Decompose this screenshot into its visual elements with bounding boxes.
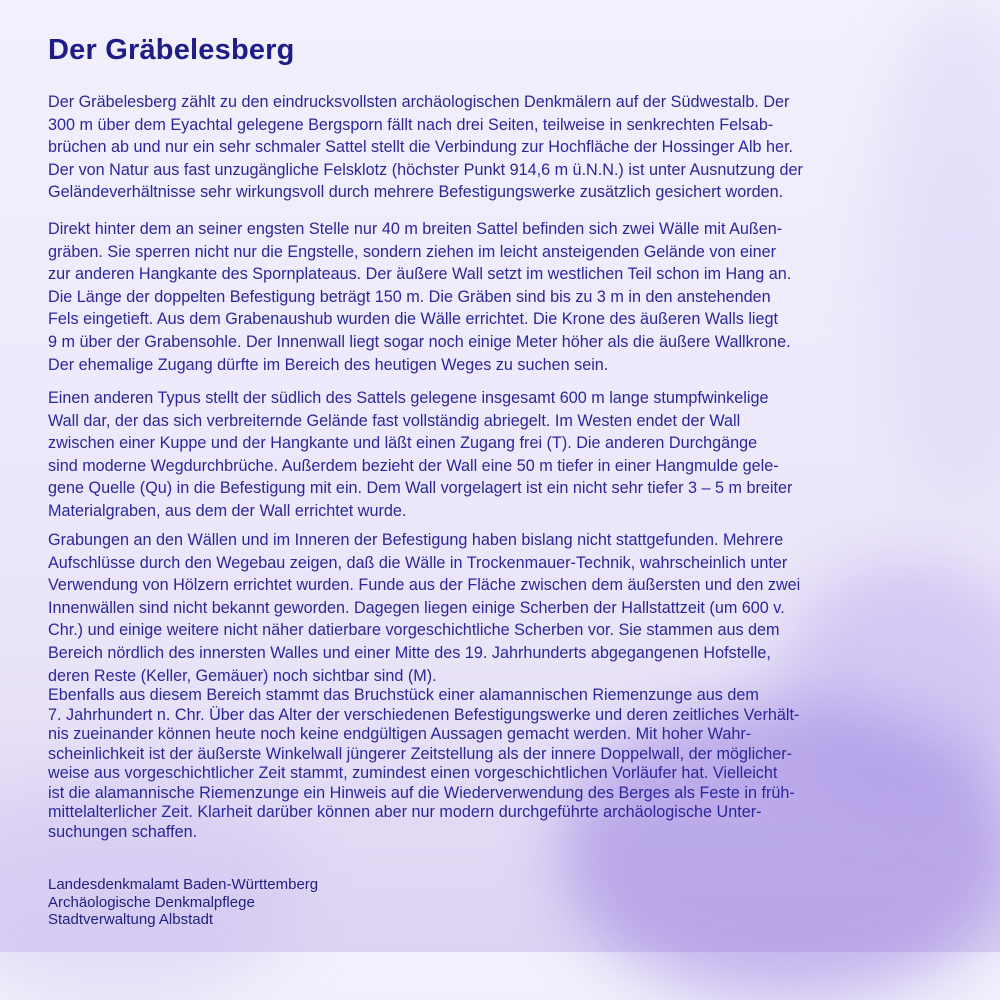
credit-line: Stadtverwaltung Albstadt <box>48 911 214 928</box>
text-line: zwischen einer Kuppe und der Hangkante und läßt einen Zugang frei (T). Die anderen Durchgänge <box>48 434 758 453</box>
credit-line: Landesdenkmalamt Baden-Württemberg <box>48 876 319 893</box>
text-line: Direkt hinter dem an seiner engsten Stelle nur 40 m breiten Sattel befinden sich zwei Wälle mit Außen- <box>48 220 783 238</box>
text-line: Materialgraben, aus dem der Wall errichtet wurde. <box>48 501 407 520</box>
paragraph-5 <box>48 686 799 842</box>
text-line: brüchen ab und nur ein sehr schmaler Sattel stellt die Verbindung zur Hochfläche der Hossinger Alb her. <box>48 138 794 157</box>
paragraph-3 <box>48 387 792 523</box>
text-line: 9 m über der Grabensohle. Der Innenwall liegt sogar noch einige Meter höher als die äußere Wallkrone. <box>48 332 791 351</box>
text-line: Grabungen an den Wällen und im Inneren der Befestigung haben bislang nicht stattgefunden. Mehrere <box>48 531 784 549</box>
text-line: deren Reste (Keller, Gemäuer) noch sichtbar sind (M). <box>48 666 437 685</box>
text-line: Der von Natur aus fast unzugängliche Felsklotz (höchster Punkt 914,6 m ü.N.N.) ist unter Ausnutzung der <box>48 160 803 179</box>
text-line: weise aus vorgeschichtlicher Zeit stammt, zumindest einen vorgeschichtlichen Vorläufer hat. Vielleicht <box>48 764 778 782</box>
text-line: Aufschlüsse durch den Wegebau zeigen, daß die Wälle in Trockenmauer-Technik, wahrscheinlich unter <box>48 553 788 572</box>
text-line: Ebenfalls aus diesem Bereich stammt das Bruchstück einer alamannischen Riemenzunge aus dem <box>48 686 759 704</box>
text-line: Bereich nördlich des innersten Walles und einer Mitte des 19. Jahrhunderts abgegangenen Hofstelle, <box>48 643 771 662</box>
text-line: Einen anderen Typus stellt der südlich des Sattels gelegene insgesamt 600 m lange stumpfwinkelige <box>48 389 769 407</box>
text-line: Der ehemalige Zugang dürfte im Bereich des heutigen Weges zu suchen sein. <box>48 355 609 374</box>
text-line: Chr.) und einige weitere nicht näher datierbare vorgeschichtliche Scherben vor. Sie stammen aus dem <box>48 621 780 640</box>
text-line: zur anderen Hangkante des Spornplateaus. Der äußere Wall setzt im westlichen Teil schon im Hang an. <box>48 265 792 284</box>
text-line: Verwendung von Hölzern errichtet wurden. Funde aus der Fläche zwischen dem äußersten und den zwei <box>48 576 801 595</box>
paragraph-1 <box>48 91 803 204</box>
paragraph-2 <box>48 218 791 376</box>
paragraph-4 <box>48 529 800 687</box>
text-line: 7. Jahrhundert n. Chr. Über das Alter der verschiedenen Befestigungswerke und deren zeitliches Verhält- <box>48 705 800 724</box>
text-line: gene Quelle (Qu) in die Befestigung mit ein. Dem Wall vorgelagert ist ein nicht sehr tiefer 3 – 5 m breiter <box>48 479 793 498</box>
text-line: mittelalterlicher Zeit. Klarheit darüber können aber nur modern durchgeführte archäologische Unter- <box>48 803 762 821</box>
text-line: Geländeverhältnisse sehr wirkungsvoll durch mehrere Befestigungswerke zusätzlich gesichert worden. <box>48 183 784 202</box>
text-line: Die Länge der doppelten Befestigung beträgt 150 m. Die Gräben sind bis zu 3 m in den anstehenden <box>48 287 771 306</box>
credits-footer <box>48 876 318 929</box>
background-haze <box>780 560 1000 820</box>
text-line: ist die alamannische Riemenzunge ein Hinweis auf die Wiederverwendung des Berges als Feste in früh- <box>48 783 795 802</box>
text-line: Der Gräbelesberg zählt zu den eindrucksvollsten archäologischen Denkmälern auf der Südwestalb. Der <box>48 93 790 111</box>
text-line: 300 m über dem Eyachtal gelegene Bergsporn fällt nach drei Seiten, teilweise in senkrechten Felsab- <box>48 115 774 134</box>
text-line: nis zueinander können heute noch keine endgültigen Aussagen gemacht werden. Mit hoher Wahr- <box>48 725 752 743</box>
text-line: sind moderne Wegdurchbrüche. Außerdem bezieht der Wall eine 50 m tiefer in einer Hangmulde gele- <box>48 456 779 475</box>
credit-line: Archäologische Denkmalpflege <box>48 893 255 911</box>
sign-title: Der Gräbelesberg <box>48 34 295 66</box>
background-haze <box>880 0 1000 500</box>
text-line: gräben. Sie sperren nicht nur die Engstelle, sondern ziehen im leicht ansteigenden Gelände von einer <box>48 242 777 261</box>
text-line: suchungen schaffen. <box>48 822 198 841</box>
text-line: Wall dar, der das sich verbreiternde Gelände fast vollständig abriegelt. Im Westen endet der Wall <box>48 411 741 430</box>
text-line: scheinlichkeit ist der äußerste Winkelwall jüngerer Zeitstellung als der innere Doppelwall, der möglicher- <box>48 744 793 763</box>
text-line: Fels eingetieft. Aus dem Grabenaushub wurden die Wälle errichtet. Die Krone des äußeren Walls liegt <box>48 310 779 329</box>
text-line: Innenwällen sind nicht bekannt geworden. Dagegen liegen einige Scherben der Hallstattzeit (um 600 v. <box>48 598 785 617</box>
